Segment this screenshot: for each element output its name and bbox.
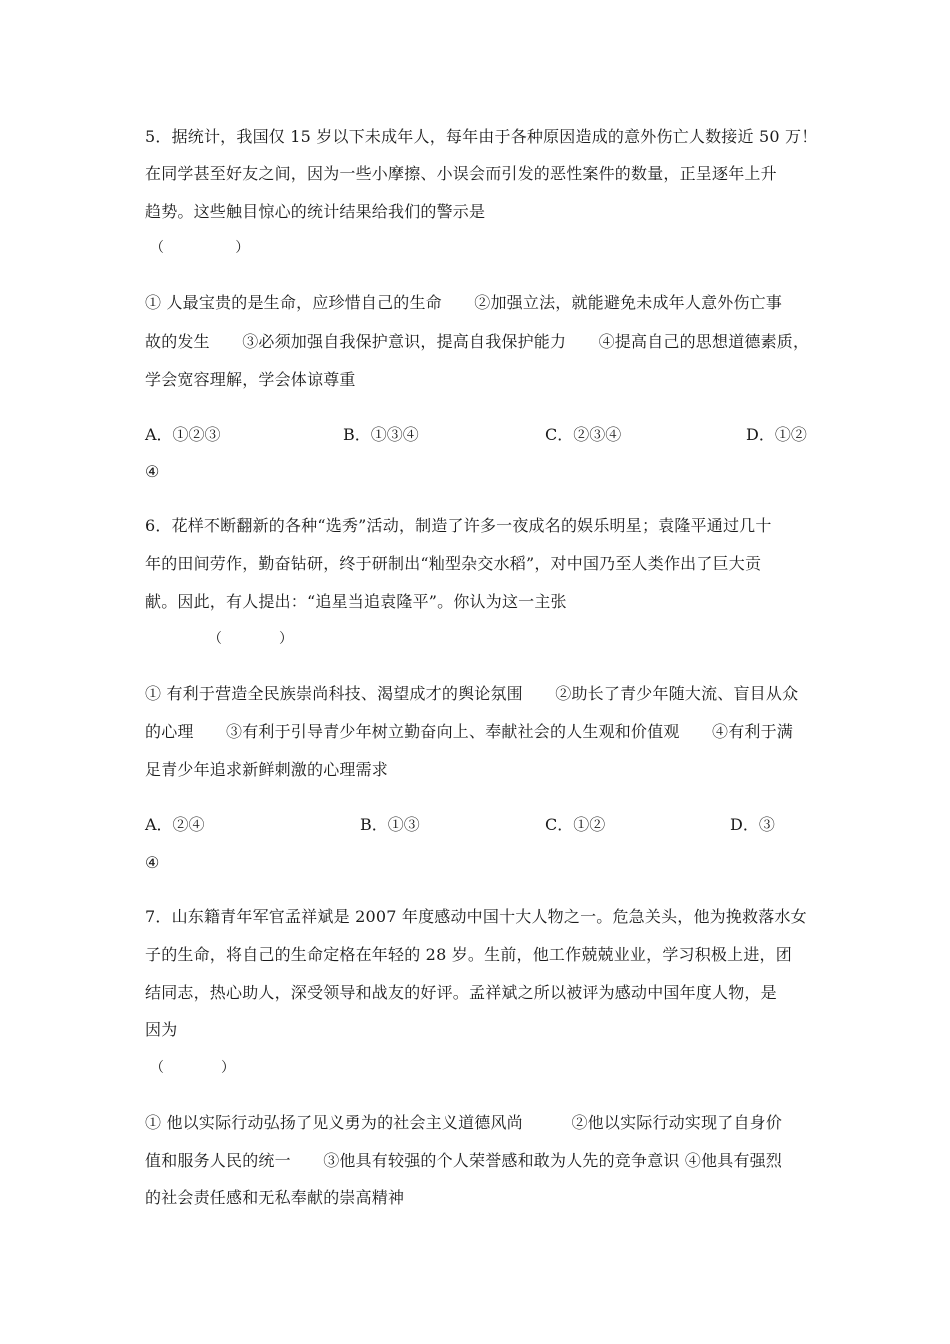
question-7-line-3: 结同志，热心助人，深受领导和战友的好评。孟祥斌之所以被评为感动中国年度人物，是 xyxy=(145,983,777,1002)
question-6-statement-line-3: 足青少年追求新鲜刺激的心理需求 xyxy=(145,760,389,779)
question-7-line-2: 子的生命，将自己的生命定格在年轻的 28 岁。生前，他工作兢兢业业，学习积极上进，团 xyxy=(145,945,792,964)
question-5-option-a: A．①②③ xyxy=(145,425,221,444)
question-5-statement-line-2: 故的发生 ③必须加强自我保护意识，提高自我保护能力 ④提高自己的思想道德素质， xyxy=(145,332,810,351)
question-5-answer-blank: （ ） xyxy=(150,240,250,256)
question-7-line-4: 因为 xyxy=(145,1020,178,1039)
question-7-statement-line-2: 值和服务人民的统一 ③他具有较强的个人荣誉感和敢为人先的竞争意识 ④他具有强烈 xyxy=(145,1151,783,1170)
question-5-option-b: B．①③④ xyxy=(343,425,419,444)
question-6-option-c: C．①② xyxy=(545,815,606,834)
question-6-answer-blank: （ ） xyxy=(208,631,294,647)
question-5-statement-line-3: 学会宽容理解，学会体谅尊重 xyxy=(145,370,356,389)
question-5-option-d-cont: ④ xyxy=(145,462,160,481)
question-6-statement-line-2: 的心理 ③有利于引导青少年树立勤奋向上、奉献社会的人生观和价值观 ④有利于满 xyxy=(145,722,794,741)
question-6-line-3: 献。因此，有人提出：“追星当追袁隆平”。你认为这一主张 xyxy=(145,592,567,611)
question-5-option-c: C．②③④ xyxy=(545,425,622,444)
question-6-line-2: 年的田间劳作，勤奋钻研，终于研制出“籼型杂交水稻”，对中国乃至人类作出了巨大贡 xyxy=(145,554,762,573)
question-6-option-d: D．③ xyxy=(730,815,775,834)
question-6-option-a: A．②④ xyxy=(145,815,205,834)
question-5-statement-line-1: ① 人最宝贵的是生命，应珍惜自己的生命 ②加强立法，就能避免未成年人意外伤亡事 xyxy=(145,293,783,312)
question-5-line-1: 5．据统计，我国仅 15 岁以下未成年人，每年由于各种原因造成的意外伤亡人数接近 50 万！ xyxy=(145,127,818,146)
question-7-statement-line-1: ① 他以实际行动弘扬了见义勇为的社会主义道德风尚 ②他以实际行动实现了自身价 xyxy=(145,1113,783,1132)
question-6-option-b: B．①③ xyxy=(360,815,420,834)
question-5-option-d: D．①② xyxy=(746,425,807,444)
question-6-option-d-cont: ④ xyxy=(145,853,160,872)
question-6-statement-line-1: ① 有利于营造全民族崇尚科技、渴望成才的舆论氛围 ②助长了青少年随大流、盲目从众 xyxy=(145,684,799,703)
question-7-answer-blank: （ ） xyxy=(150,1060,236,1076)
question-6-line-1: 6．花样不断翻新的各种“选秀”活动，制造了许多一夜成名的娱乐明星；袁隆平通过几十 xyxy=(145,516,772,535)
question-5-line-2: 在同学甚至好友之间，因为一些小摩擦、小误会而引发的恶性案件的数量，正呈逐年上升 xyxy=(145,164,777,183)
question-7-statement-line-3: 的社会责任感和无私奉献的崇高精神 xyxy=(145,1188,405,1207)
question-5-line-3: 趋势。这些触目惊心的统计结果给我们的警示是 xyxy=(145,202,486,221)
question-7-line-1: 7．山东籍青年军官孟祥斌是 2007 年度感动中国十大人物之一。危急关头，他为挽救落水女 xyxy=(145,907,807,926)
